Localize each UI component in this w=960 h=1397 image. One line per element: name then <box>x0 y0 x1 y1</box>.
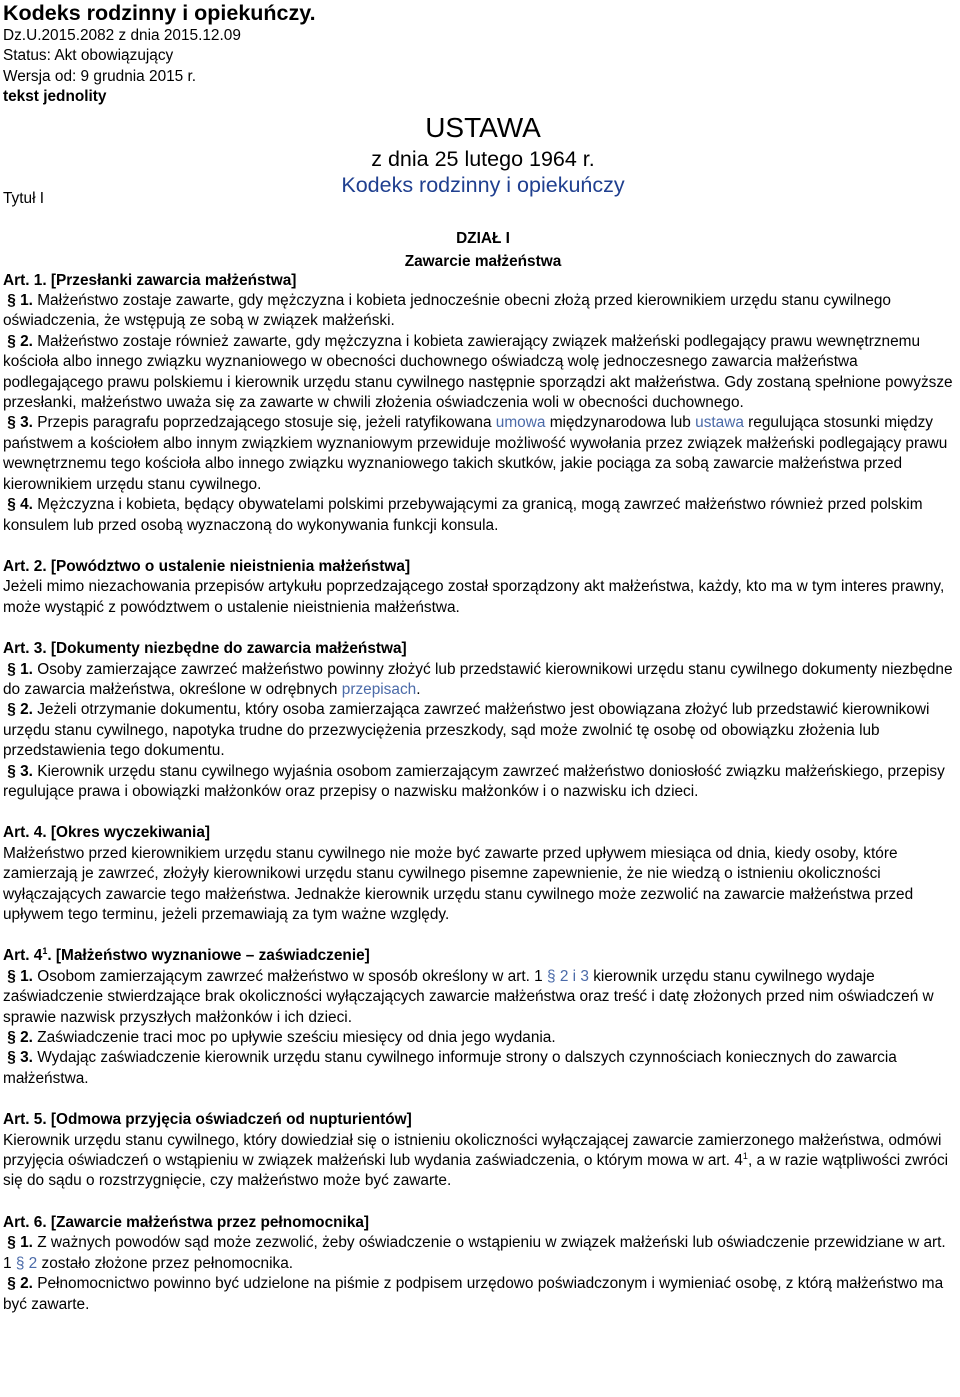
act-type: USTAWA <box>425 111 541 143</box>
paragraph-number: § 1. <box>7 967 33 985</box>
article-heading <box>3 946 957 966</box>
article-superscript: 1 <box>742 1150 748 1161</box>
version-line: Wersja od: 9 grudnia 2015 r. <box>3 67 197 85</box>
article-text: Jeżeli mimo niezachowania przepisów artykułu poprzedzającego został sporządzony akt małżeństwa, każdy, kto ma w tym interes prawny, może wystąpić z powództwem o ustalenie nieistnienia małżeństwa. <box>3 578 945 616</box>
paragraph-text: Osoby zamierzające zawrzeć małżeństwo powinny złożyć lub przedstawić kierownikowi urzędu stanu cywilnego dokumenty niezbędne do zawarcia małżeństwa, określone w odrębnych <box>3 660 953 698</box>
paragraph-text: , a w razie wątpliwości zwróci się do sądu o rozstrzygnięcie, czy małżeństwo może być zawarte. <box>3 1152 949 1190</box>
article-heading: Art. 1. [Przesłanki zawarcia małżeństwa] <box>3 271 297 289</box>
paragraph-text: Mężczyzna i kobieta, będący obywatelami polskimi przebywającymi za granicą, mogą zawrzeć małżeństwo również przed polskim konsulem lub przed osobą wyznaczoną do wykonywania funkcji konsula. <box>3 496 923 534</box>
paragraph-text: Kierownik urzędu stanu cywilnego, który dowiedział się o istnieniu okoliczności wyłączającej zawarcie zamierzonego małżeństwa, odmówi przyjęcia oświadczeń o wstąpieniu w związek małżeński lub wydania zaświadczenia, o którym mowa w art. 4 <box>3 1131 942 1170</box>
journal-reference: Dz.U.2015.2082 z dnia 2015.12.09 <box>3 27 241 44</box>
article-heading: Art. 6. [Zawarcie małżeństwa przez pełnomocnika] <box>3 1213 370 1231</box>
article-reference-link[interactable]: § 2 i 3 <box>547 967 589 985</box>
paragraph-number: § 2. <box>7 1029 33 1047</box>
article-heading: Art. 4. [Okres wyczekiwania] <box>3 824 211 842</box>
paragraph-text: Z ważnych powodów sąd może zezwolić, żeby oświadczenie o wstąpieniu w związek małżeński lub oświadczenie przewidziane w art. 1 <box>3 1234 946 1272</box>
article-heading: Art. 2. [Powództwo o ustalenie nieistnienia małżeństwa] <box>3 557 411 575</box>
paragraph-number: § 2. <box>7 1275 33 1293</box>
paragraph <box>3 762 957 803</box>
paragraph-text: Jeżeli otrzymanie dokumentu, który osoba zamierzająca zawrzeć małżeństwo jest obowiązana złożyć lub przedstawić kierownikowi urzędu stanu cywilnego, napotyka trudne do przezwyciężenia przeszkody, sąd może zwolnić tę osobę od obowiązku złożenia lub przedstawienia tego dokumentu. <box>3 701 930 760</box>
paragraph-text: Przepis paragrafu poprzedzającego stosuje się, jeżeli ratyfikowana <box>37 414 496 432</box>
paragraph <box>3 660 957 701</box>
article-reference-link[interactable]: § 2 <box>15 1254 38 1272</box>
article-superscript: 1 <box>42 946 48 957</box>
paragraph-number: § 1. <box>7 1234 33 1252</box>
article-6 <box>3 1213 957 1315</box>
paragraph-text: Zaświadczenie traci moc po upływie sześciu miesięcy od dnia jego wydania. <box>37 1029 556 1047</box>
article-title: . [Małżeństwo wyznaniowe – zaświadczenie] <box>47 947 370 965</box>
paragraph-text: Osobom zamierzającym zawrzeć małżeństwo w sposób określony w art. 1 <box>37 967 548 985</box>
text-kind: tekst jednolity <box>3 88 107 106</box>
paragraph-text: . <box>416 680 421 698</box>
document-title: Kodeks rodzinny i opiekuńczy. <box>3 1 316 25</box>
statute-link[interactable]: ustawa <box>695 414 744 432</box>
paragraph <box>3 291 957 332</box>
paragraph-text: zostało złożone przez pełnomocnika. <box>37 1254 294 1272</box>
division-label: DZIAŁ I <box>456 229 510 247</box>
paragraph <box>3 1048 957 1089</box>
paragraph <box>3 1274 957 1315</box>
paragraph-text: Małżeństwo zostaje zawarte, gdy mężczyzna i kobieta jednocześnie obecni złożą przed kierownikiem urzędu stanu cywilnego oświadczenia, że wstępują ze sobą w związek małżeński. <box>3 292 891 330</box>
status-line: Status: Akt obowiązujący <box>3 47 174 65</box>
regulations-link[interactable]: przepisach <box>341 680 417 698</box>
paragraph-text: Małżeństwo zostaje również zawarte, gdy mężczyzna i kobieta zawierający związek małżeński podlegający prawu wewnętrznemu kościoła albo innego związku wyznaniowego w obecności duchownego oświadczą wolę jednoczesnego zawarcia małżeństwa podlegającego prawu polskiemu i kierownik urzędu stanu cywilnego następnie sporządzi akt małżeństwa. Gdy zostaną spełnione powyższe przesłanki, małżeństwo uważa się za zawarte w chwili złożenia oświadczenia woli w obecności duchownego. <box>3 332 953 412</box>
paragraph-text: Wydając zaświadczenie kierownik urzędu stanu cywilnego informuje strony o dalszych czynnościach koniecznych do zawarcia małżeństwa. <box>3 1049 897 1087</box>
paragraph-text: Pełnomocnictwo powinno być udzielone na piśmie z podpisem urzędowo poświadczonym i wymieniać osobę, z którą małżeństwo ma być zawarte. <box>3 1275 944 1313</box>
treaty-link[interactable]: umowa <box>495 414 546 432</box>
paragraph-number: § 3. <box>7 414 33 432</box>
paragraph-text: międzynarodowa lub <box>545 414 696 432</box>
paragraph-number: § 1. <box>7 292 33 310</box>
title-label: Tytuł I <box>3 189 45 207</box>
paragraph <box>3 1233 957 1274</box>
paragraph <box>3 332 957 414</box>
article-heading: Art. 5. [Odmowa przyjęcia oświadczeń od nupturientów] <box>3 1111 412 1129</box>
paragraph <box>3 967 957 1028</box>
paragraph-number: § 2. <box>7 332 33 350</box>
act-title-block <box>3 108 957 273</box>
paragraph-number: § 4. <box>7 496 33 514</box>
paragraph-number: § 3. <box>7 1049 33 1067</box>
act-name: Kodeks rodzinny i opiekuńczy <box>341 172 625 197</box>
article-1 <box>3 271 957 536</box>
article-text <box>3 1131 957 1192</box>
paragraph-number: § 1. <box>7 660 33 678</box>
paragraph-text: kierownik urzędu stanu cywilnego wydaje zaświadczenie stwierdzające brak okoliczności wyłączających zawarcie małżeństwa oraz treść i datę złożonych przed nim oświadczeń w sprawie nazwisk przyszłych małżonków i ich dzieci. <box>3 967 934 1026</box>
paragraph-number: § 3. <box>7 762 33 780</box>
article-2 <box>3 557 957 618</box>
paragraph-text: regulująca stosunki między państwem a kościołem albo innym związkiem wyznaniowym przewiduje możliwość wywołania przez związek małżeński podlegający prawu wewnętrznemu tego kościoła albo innego związku wyznaniowego takich skutków, jakie pociąga za sobą zawarcie małżeństwa przed kierownikiem urzędu stanu cywilnego. <box>3 414 948 493</box>
article-number: Art. 4 <box>3 947 43 965</box>
article-4-1 <box>3 946 957 1089</box>
article-heading: Art. 3. [Dokumenty niezbędne do zawarcia małżeństwa] <box>3 640 407 658</box>
paragraph <box>3 413 957 495</box>
paragraph <box>3 700 957 761</box>
document-meta <box>3 26 957 108</box>
division-name: Zawarcie małżeństwa <box>404 252 562 270</box>
paragraph-number: § 2. <box>7 701 33 719</box>
paragraph <box>3 1028 957 1048</box>
article-5 <box>3 1110 957 1192</box>
act-date: z dnia 25 lutego 1964 r. <box>371 146 595 171</box>
article-4 <box>3 823 957 925</box>
paragraph-text: Kierownik urzędu stanu cywilnego wyjaśnia osobom zamierzającym zawrzeć małżeństwo doniosłość związku małżeńskiego, przepisy regulujące prawa i obowiązki małżonków oraz przepisy o nazwisku małżonków i o nazwisku ich dzieci. <box>3 762 945 800</box>
article-text: Małżeństwo przed kierownikiem urzędu stanu cywilnego nie może być zawarte przed upływem miesiąca od dnia, kiedy osoby, które zamierzają je zawrzeć, złożyły kierownikowi urzędu stanu cywilnego pisemne zapewnienie, że nie wiedzą o istnieniu okoliczności wyłączających zawarcie tego małżeństwa. Jednakże kierownik urzędu stanu cywilnego może zezwolić na zawarcie małżeństwa przed upływem tego terminu, jeżeli przemawiają za tym ważne względy. <box>3 844 914 923</box>
paragraph <box>3 495 957 536</box>
article-3 <box>3 639 957 802</box>
